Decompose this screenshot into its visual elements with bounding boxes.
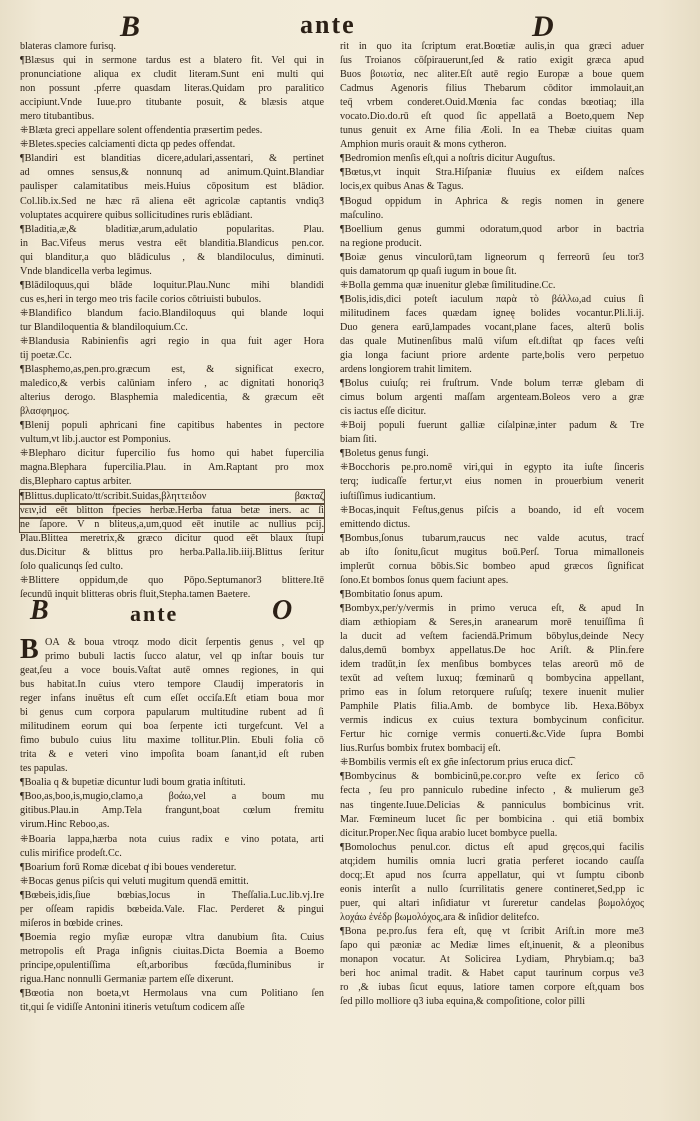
text-line: emittendo dictus. — [340, 518, 411, 530]
text-line: Plau.Blittea meretrix,& græco dicitur quod eēt blaux ſtupi — [20, 532, 324, 544]
text-line: rit in quo ita ſcriptum erat.Boœtiæ aulis,in qua græci aduer — [340, 41, 644, 52]
text-line: pronunciatione aliqua ex cludit literam.Sunt eni multi qui — [20, 69, 324, 81]
text-line: ¶Boarium forū Romæ dicebat qͥ ibi boues venderetur. — [20, 861, 237, 873]
text-line: trita & e veteri vino impoſita boam ſanant,id eſt ruben — [20, 749, 324, 761]
text-line: terq; iudicaſſe fertur,vt eius nomen in prouerbium venerit — [340, 476, 644, 488]
text-line: culis mirifice prodeſt.Cc. — [20, 847, 122, 859]
text-line: ne ſapore. V n bliteus,a,um,quod eēt inutile ac nullius pcij. — [20, 518, 324, 532]
text-line: tij poetæ.Cc. — [20, 350, 72, 362]
text-line: ¶Blasphemo,as,pen.pro.græcum est, & significat execro, — [20, 364, 324, 376]
text-line: ſus Troianos cōſpirauerunt,ſed & ratio exigit græca apud — [340, 55, 644, 67]
text-line: ⁜Bocas,inquit Feſtus,genus piſcis a boando, id eſt vocem — [340, 504, 644, 516]
text-line: bus habitat.In cuius vtero tempore Claudij imperatoris in — [20, 679, 324, 691]
text-line: ¶Bœotia non boeta,vt Hermolaus vna cum Politiano ſen — [20, 988, 324, 1000]
text-line: ¶Bombitatio ſonus apum. — [340, 588, 443, 600]
text-line: eonis interſit a nullo ſcurrilitatis genere contineret,Sed,pp ic — [340, 883, 644, 895]
text-line: Fertur hic cornige vermis conuerti.&c.Vide ſupra Bombi — [340, 729, 644, 741]
text-line: ⁜Blæta greci appellare solent offendentia præsertim pedes. — [20, 125, 263, 137]
text-line: virum.Hinc Reboo,as. — [20, 819, 110, 831]
left-column — [20, 40, 324, 1015]
text-line: ¶Blandiri est blanditias dicere,adulari,assentari, & pertinet — [20, 153, 324, 165]
text-line: texūt ad veſtem luxuq; fœminarū q bombycina appellant, — [340, 673, 644, 685]
left-column-entries-2 — [20, 633, 324, 1015]
right-column — [340, 40, 644, 1009]
text-line: militudinem eorum qui boa ſerpente icti turgefcunt. Vel a — [20, 721, 324, 733]
text-line: vultum,vt lib.j.auctor est Pomponius. — [20, 434, 171, 446]
text-line: ⁜Boaria lappa,hærba nota cuius radix e vino potata, arti — [20, 833, 324, 845]
running-head-right-letter: D — [532, 10, 554, 43]
text-line: λοχάω ἐνέδρ βωμολόχος,ara & inſidior delitefco. — [340, 911, 540, 923]
text-line: ab iſto ſonitu,ſicut mugitus boū.Perſ. Torua mimalloneis — [340, 546, 644, 558]
text-line: la ducit ad veſtem faciendā.Primum bōbylus,deinde Necy — [340, 630, 644, 642]
text-line: tes papulas. — [20, 763, 68, 775]
text-line: docq;.Et apud nos ſcurra appellatur, qui vt ſumptu cibonb — [340, 869, 644, 881]
text-line: ⁜Blandifico blandum facio.Blandiloquus qui blande loqui — [20, 307, 324, 319]
text-line: ¶Bœtus,vt inquit Stra.Hiſpaniæ fluuius ex eiſdem naſces — [340, 167, 644, 179]
text-line: militudinem faces quædam igneę bolides vocantur.Pli.li.ij. — [340, 307, 644, 319]
text-line: teq̄ vrbem conderet.Ouid.Mœnia fac condas bœotiaq; illa — [340, 97, 644, 109]
section-head-word: ante — [130, 600, 179, 626]
text-line: accipiunt.Vnde Iuue.pro titubante posuit, & blæsis atque — [20, 97, 324, 109]
text-line: ¶Bombycinus & bombicinū,pe.cor.pro veſte ex ſerico cō — [340, 771, 644, 783]
text-line: das quale Mutinenſibus malū viſum eſt.diſtat qp faces veſti — [340, 335, 644, 347]
running-head-left-letter: B — [120, 10, 141, 43]
text-line: dicitur.Proper.Nec ſiqua arabio lucet bombyce puella. — [340, 827, 558, 839]
text-line: cimus bolum argenti maſſam argenteam.Boleos vero a græ — [340, 392, 644, 404]
text-line: fecta , ſeu pro panniculo rubedine infecto , & mulierum ge3 — [340, 785, 644, 797]
text-line: ¶Bladitia,æ,& bladitiæ,arum,adulatio popularitas. Plau. — [20, 223, 324, 235]
text-line: tunus genuit ex Arne filia Æoli. In ea Thebæ ciuitas quam — [340, 125, 644, 137]
text-line: blateras clamore furisq. — [20, 41, 116, 52]
text-line: ⁜Bolla gemma quæ inuenitur glebæ ſimilitudine.Cc. — [340, 279, 556, 291]
text-line: voluptates acquirere quibus sollicitudines ruris eblādiant. — [20, 209, 253, 221]
text-line: ad omnes sensus,& nonnunq ad animum.Quint.Blandiar — [20, 167, 324, 179]
text-line: ¶Bombyx,per/y/vermis in primo veruca eſt, & apud In — [340, 602, 644, 614]
text-line: maſculino. — [340, 209, 384, 221]
text-line: βλασφημος. — [20, 406, 70, 418]
text-line: locis,ex quibus Anas & Tagus. — [340, 181, 464, 193]
text-line: fimo bubulo cuius litu maxime tollitur.Plin. Ebuli folia cō — [20, 735, 324, 747]
section-head-left-letter: B — [30, 594, 49, 626]
text-line: ¶Boellium genus gummi odoratum,quod arbor in bactria — [340, 223, 644, 235]
text-line: rigua.Hanc nonnulli Germaniæ partem eſſe dixerunt. — [20, 974, 234, 985]
text-line: ardens longiorem trahit limitem. — [340, 364, 472, 376]
text-line: ¶Bœbeis,idis,ſiue bœbias,locus in Theſſalia.Luc.lib.vj.Ire — [20, 889, 324, 901]
text-line: alterius derogo. Blasphemia maledicentia, & græcum eēt — [20, 392, 324, 404]
text-line: ⁜Bletes.species calciamenti dicta qp pedes offendat. — [20, 139, 236, 151]
text-line: Mar. Fœmineum lucet ſic per bombicina . qui etiā bombix — [340, 813, 644, 825]
text-line: ⁜Bocas genus piſcis qui veluti mugitum quendā emittit. — [20, 875, 249, 887]
text-line: ¶Blittus.duplicato/tt/scribit.Suidas,βληττειδον βακταζ — [20, 490, 324, 504]
text-line: implerūt cornua bōbis.Sic bombeo apud græcos ſignificat — [340, 560, 644, 572]
text-line: ¶Bogud oppidum in Aphrica & regis nomen in genere — [340, 195, 644, 207]
text-line: ſono.Et bombos ſonus quem faciunt apes. — [340, 574, 509, 586]
text-line: ¶Bona pe.pro.ſus fera eſt, quę vt ſcribit Ariſt.in more me3 — [340, 925, 644, 937]
text-line: ⁜Blepharo dicitur fupercilio fus homo qui habet fupercilia — [20, 448, 324, 460]
text-line: per oſſeam rapidis bœbeida.Vale. Flac. Perderet & pingui — [20, 903, 324, 915]
text-line: ¶Blæsus qui in sermone tardus est a blatero fit. Vel qui in — [20, 55, 324, 67]
text-line: principe,opulentiſſima eſt,arboribus fœcūda,fluminibus ir — [20, 959, 324, 971]
text-line: ¶Bomolochus penul.cor. dictus eſt apud gręcos,qui facilis — [340, 841, 644, 853]
left-column-entries — [20, 40, 324, 602]
text-line: reger infans inuētus eſt cum eſſet occiſa.Eſt etiam boua mor — [20, 693, 324, 705]
text-line: Amphion muris orauit & mons cytheron. — [340, 139, 507, 151]
text-line: Buos βοιωτία, nec aliter.Eſt autē regio Europæ a boue quem — [340, 69, 644, 81]
text-line: dis,Blepharo captus arbiter. — [20, 476, 132, 488]
text-line: quis damatorum qp quaſi iugum in boue ſit. — [340, 265, 517, 277]
text-line: ¶Bedromion menſis eſt,qui a noſtris dicitur Auguſtus. — [340, 153, 556, 165]
text-line: dus.Dicitur & blittus pro herba.Palla.lib.iiij.Blittus ſeritur — [20, 546, 324, 558]
text-line: tur Blandiloquentia & blandiloquium.Cc. — [20, 321, 188, 333]
text-line: ⁜Boij populi fuerunt galliæ ciſalpinæ,inter padum & Tre — [340, 420, 644, 432]
text-line: lius.Rurſus bombix frutex bombacij eſt. — [340, 743, 501, 755]
text-line: ¶Bolus cuiuſq; rei fruſtrum. Vnde bolum terræ glebam di — [340, 378, 644, 390]
text-line: tit,qui ſe vidiſſe Antonini itineris vetuſtum codicem aſſe — [20, 1002, 245, 1014]
text-line: ¶Boemia regio myſiæ europæ vltra danubium ſita. Cuius — [20, 931, 324, 943]
text-line: biam ſiti. — [340, 434, 377, 446]
text-line: cus es,heri in tergo meo tris facile corios cōtriuisti bubulos. — [20, 293, 262, 305]
text-line: ⁜Blittere oppidum,de quo Pōpo.Septumanor3 blittere.Itē — [20, 574, 324, 586]
text-line: ro ,& iubas ſicut equus, latiore tamen corpore eſt,quam bos — [340, 982, 644, 994]
running-head — [0, 6, 700, 42]
text-line: ¶Boo,as,boo,is,mugio,clamo,a βοάω,vel a boum mu — [20, 791, 324, 803]
text-line: vocato.Dio.do.rū eſt quod ſic appellatā a Boeto,quem Nep — [340, 111, 644, 123]
text-line: Col.lib.ix.Sed ne hæc rā aliena eēt agricolæ captantis vndiq3 — [20, 195, 324, 207]
section-head-right-letter: O — [272, 594, 293, 626]
text-line: ¶Bolis,idis,dici poteſt iaculum παρὰ τὸ βάλλω,ad cuius ſi — [340, 293, 644, 305]
text-line: atq;idem humilis omnia lucri gratia perferet iocando cauſſa — [340, 855, 644, 867]
text-line: ¶Blenij populi aphricani fine capitibus habentes in pectore — [20, 420, 324, 432]
text-line: νειν,id eēt blitton fpecies herbæ.Herba fatua betæ iners. ac ſi — [20, 504, 324, 518]
text-line: miſeros in bœbide crines. — [20, 917, 123, 929]
text-line: diam æthiopiam & Seres,in aranearum morē tenuiſſima ſi — [340, 616, 644, 628]
text-line: OA & boua vtroqz modo dicit ſerpentis genus , vel qp — [45, 636, 324, 648]
text-line: ¶Boalia q & bupetiæ dicuntur ludi boum gratia inſtituti. — [20, 777, 246, 789]
text-line: puer, qui altari inſidiatur vt ſureretur candelas βωμολόχος — [340, 897, 644, 909]
text-line: ¶Bombus,ſonus tubarum,raucus nec valde acutus, tract͡ — [340, 532, 644, 544]
text-line: gitibus.Plau.in Amp.Tela frangunt,boat cœlum fremitu — [20, 805, 324, 817]
text-line: magna.Blephara fupercilia.Plau. in Am.Raptant pro mox — [20, 462, 324, 474]
text-line: Vnde blandicella verba legimus. — [20, 265, 152, 277]
text-line: nas tingente.Iuue.Delicias & panniculus bombicinus vrit. — [340, 799, 644, 811]
text-line: in Bac.Vifeus merus vestra eēt blanditia.Blandicus pen.cor. — [20, 237, 324, 249]
text-line: monapon vocatur. At Solicirea Lydiam, Phrybiam.q; ba3 — [340, 954, 644, 966]
text-line: ſapo qui pæoniæ ac Mediæ limes eſt,inuenit, & a pleonibus — [340, 940, 644, 951]
text-line: primo eas in ſolum retorquere ruſuſq; texere inuenit mulier — [340, 687, 644, 699]
running-head-word: ante — [300, 10, 356, 39]
text-line: bi genus cum corpora papularum multitudine rubent ad ſi — [20, 707, 324, 719]
text-line: Duo genera earū,lampades vocant,plane faces, alterū bolis — [340, 321, 644, 333]
text-line: ⁜Bocchoris pe.pro.nomē viri,qui in egypto ita iuſte ſinceris — [340, 462, 644, 474]
text-line: paulisper calamitatibus meis.Huius cōpositum est blādior. — [20, 181, 324, 193]
text-line: qui blanditur,a quo blādiculus , & blandiloculus, diminuti. — [20, 251, 324, 263]
text-line: ¶Boiæ genus vinculorū,tam ligneorum q ferreorū ſeu tor3 — [340, 251, 644, 263]
text-line: geat,ſeu a voce bouis.Vaſtat autē omnes regiones, in qui — [20, 664, 324, 676]
text-line: gia longa faciunt priore ardente parte,bolis vero perpetuo — [340, 350, 644, 362]
text-line: mero titubantibus. — [20, 111, 95, 123]
right-column-entries — [340, 40, 644, 1009]
text-line: na regione producit. — [340, 237, 422, 249]
text-line: dalus,demū bombyx appellatus.De hoc Ariſt. & Plin.fere — [340, 645, 644, 657]
text-line: ſed pillo molliore q3 iuba equina,& compoſitione, color pilli — [340, 996, 586, 1008]
text-line: ſecundū inquit blitteras obris fluit,Stepha.tamen Baetere. — [20, 588, 251, 600]
text-line: Pamphile Platis filia.Amb. de bombyce lib. Hexa.Bōbyx — [340, 701, 644, 713]
section-initial: B — [20, 633, 39, 665]
text-line: ¶Boletus genus fungi. — [340, 448, 429, 460]
text-line: maledico,& verbis calūniam infero , ac dignitati honoriq3 — [20, 378, 324, 390]
text-line: beri hoc animal tradit. & Habet caput taurinum corpus ve3 — [340, 968, 644, 980]
text-line: cis iactus eſſe dicitur. — [340, 406, 427, 418]
text-line: idem tradūt,in ſex menſibus bombyces telas areorū mō de — [340, 659, 644, 671]
text-line: metropolis eſt Praga inſignis ciuitas.Dicta Boemia a Boemo — [20, 945, 324, 957]
text-line: iuſtiſſimus iudicantium. — [340, 490, 436, 502]
text-line: ſolo qualicunqs ſed culto. — [20, 560, 123, 572]
text-line: ⁜Bombilis vermis eſt ex gñe inſectorum prius eruca dict͡. — [340, 757, 573, 769]
text-line: ¶Blādiloquus,qui blāde loquitur.Plau.Nunc mihi blandidi — [20, 279, 324, 291]
text-line: non possunt .pferre quasdam literas.Quidam pro paralitico — [20, 83, 324, 95]
text-line: ⁜Blandusia Rabinienfis agri regio in qua fuit ager Hora — [20, 335, 324, 347]
text-line: primo bubuli lactis ſucco alatur, vel qp inſtar bouis tur — [45, 650, 324, 662]
text-line: Cadmus Agenoris filius Thebarum cōditor immolauit,an — [340, 83, 644, 95]
text-line: vermis indicus ex cuius textura bombycinum conficitur. — [340, 715, 644, 727]
